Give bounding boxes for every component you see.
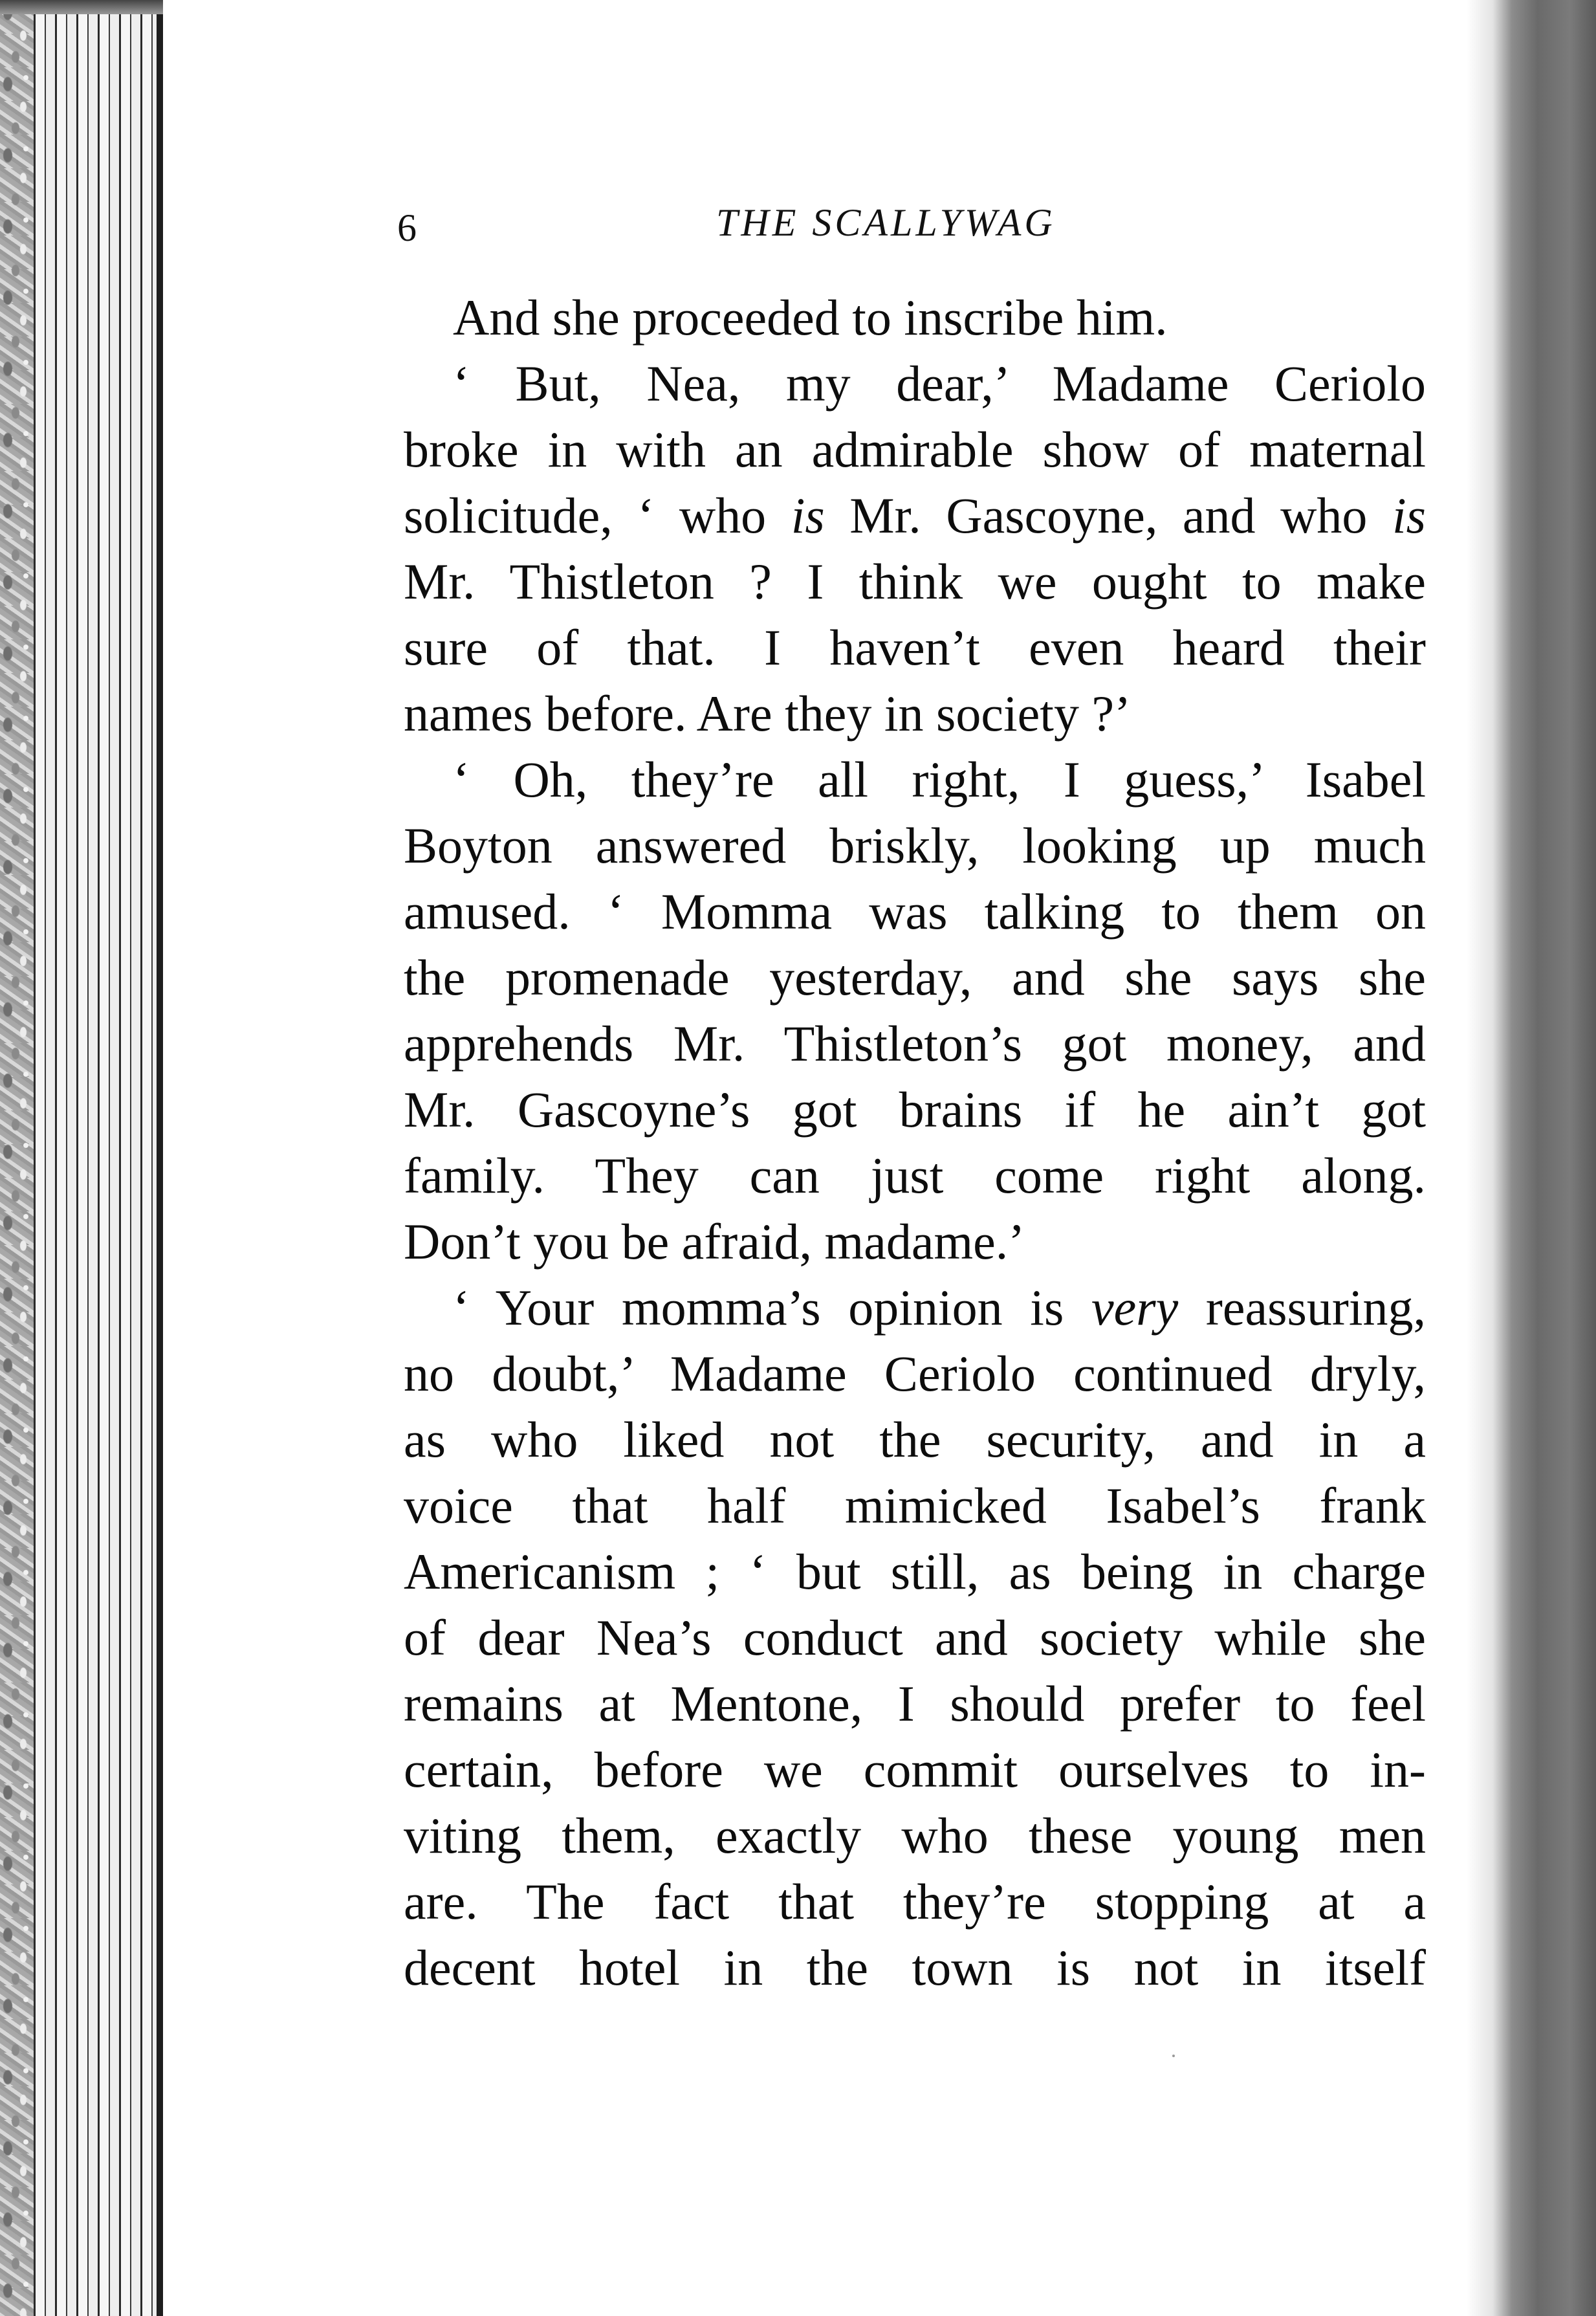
text-line: ‘ But, Nea, my dear,’ Madame Ceriolo (453, 355, 1426, 412)
text-line: Boyton answered briskly, looking up much (404, 817, 1426, 874)
page-edges (34, 0, 163, 2316)
text-line: broke in with an admirable show of maternal (404, 421, 1426, 478)
ink-speck (1172, 2055, 1175, 2057)
text-line: are. The fact that they’re stopping at a (404, 1873, 1426, 1930)
binding-shadow (0, 0, 168, 14)
running-head (163, 201, 1467, 252)
text-line: solicitude, ‘ who is Mr. Gascoyne, and who is (404, 487, 1426, 544)
text-line: ‘ Your momma’s opinion is very reassuring, (453, 1279, 1426, 1336)
text-line: as who liked not the security, and in a (404, 1411, 1426, 1468)
text-line: of dear Nea’s conduct and society while she (404, 1609, 1426, 1666)
text-line: And she proceeded to inscribe him. (453, 289, 1168, 346)
text-line: the promenade yesterday, and she says she (404, 949, 1426, 1006)
running-title: THE SCALLYWAG (716, 201, 1056, 244)
body-text (404, 285, 1426, 2001)
text-line: Mr. Gascoyne’s got brains if he ain’t got (404, 1081, 1426, 1138)
text-line: ‘ Oh, they’re all right, I guess,’ Isabel (453, 751, 1426, 808)
text-line: viting them, exactly who these young men (404, 1807, 1426, 1864)
text-line: remains at Mentone, I should prefer to feel (404, 1675, 1426, 1732)
text-line: apprehends Mr. Thistleton’s got money, and (404, 1015, 1426, 1072)
marbled-endpaper (0, 0, 34, 2316)
text-line: certain, before we commit ourselves to in- (404, 1741, 1426, 1798)
text-line: Americanism ; ‘ but still, as being in charge (404, 1543, 1426, 1600)
text-line: Mr. Thistleton ? I think we ought to make (404, 553, 1426, 610)
text-line: decent hotel in the town is not in itself (404, 1939, 1426, 1996)
text-line: names before. Are they in society ?’ (404, 685, 1131, 742)
text-line: amused. ‘ Momma was talking to them on (404, 883, 1426, 940)
page-number: 6 (397, 206, 417, 249)
text-line: sure of that. I haven’t even heard their (404, 619, 1426, 676)
right-cover-shadow (1467, 0, 1596, 2316)
text-line: Don’t you be afraid, madame.’ (404, 1213, 1025, 1270)
book-page (163, 0, 1467, 2316)
text-line: voice that half mimicked Isabel’s frank (404, 1477, 1426, 1534)
text-line: family. They can just come right along. (404, 1147, 1426, 1204)
text-line: no doubt,’ Madame Ceriolo continued dryly, (404, 1345, 1426, 1402)
